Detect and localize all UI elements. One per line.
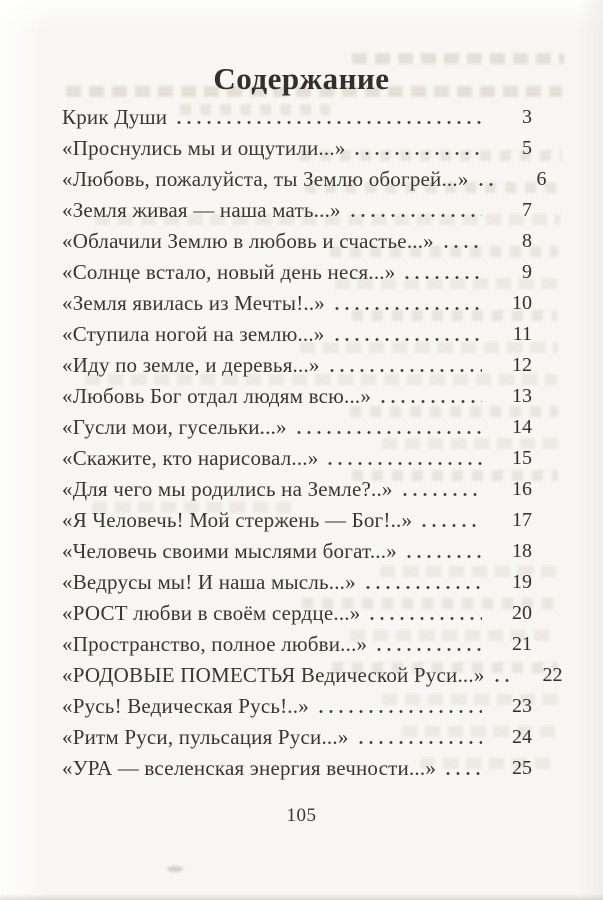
dot-leader: [366, 585, 482, 590]
dot-leader: [330, 368, 482, 373]
toc-row: [62, 443, 532, 474]
toc-row: [62, 536, 532, 567]
dot-leader: [407, 554, 482, 559]
dot-leader: [351, 213, 482, 218]
dot-leader: [479, 182, 497, 187]
toc-row: [62, 598, 532, 629]
toc-entry-title: «Облачили Землю в любовь и счастье...»: [62, 229, 434, 253]
toc-entry-page-number: 3: [522, 106, 532, 128]
toc-entry-page-number: 7: [522, 199, 532, 221]
toc-row: [62, 474, 532, 505]
toc-row: [62, 722, 532, 753]
dot-leader: [297, 430, 482, 435]
paper-smudge: [167, 866, 183, 872]
dot-leader: [355, 151, 482, 156]
toc-row: [62, 350, 532, 381]
toc-row: [62, 257, 532, 288]
toc-row: [62, 319, 532, 350]
toc-entry-page-number: 13: [512, 385, 532, 407]
dot-leader: [381, 399, 482, 404]
dot-leader: [422, 523, 482, 528]
toc-row: [62, 629, 532, 660]
toc-entry-page-number: 16: [512, 478, 532, 500]
dot-leader: [405, 275, 482, 280]
toc-row: [62, 288, 532, 319]
dot-leader: [370, 616, 482, 621]
folio-page-number: 105: [286, 805, 317, 826]
toc-entry-title: «Любовь Бог отдал людям всю...»: [62, 384, 372, 408]
dot-leader: [359, 740, 482, 745]
toc-entry-page-number: 17: [512, 509, 532, 531]
toc-entry-page-number: 5: [522, 137, 532, 159]
toc-entry-title: «Ритм Руси, пульсация Руси...»: [62, 725, 349, 749]
toc-entry-title: «Земля живая — наша мать...»: [62, 198, 341, 222]
toc-entry-page-number: 12: [512, 354, 532, 376]
toc-entry-title: «Любовь, пожалуйста, ты Землю обогрей...»: [62, 167, 469, 191]
dot-leader: [328, 461, 482, 466]
dot-leader: [319, 709, 482, 714]
toc-entry-page-number: 23: [512, 695, 532, 717]
toc-entry-title: «Человечь своими мыслями богат...»: [62, 539, 397, 563]
scan-edge-shade-right: [577, 0, 603, 900]
toc-row: [62, 226, 532, 257]
toc-row: [62, 412, 532, 443]
toc-entry-title: «Ступила ногой на землю...»: [62, 322, 325, 346]
toc-entry-page-number: 24: [512, 726, 532, 748]
toc-entry-title: «УРА — вселенская энергия вечности...»: [62, 756, 437, 780]
toc-row: [62, 505, 532, 536]
toc-row: [62, 164, 547, 195]
toc-entry-page-number: 19: [512, 571, 532, 593]
toc-row: [62, 660, 563, 691]
toc-row: [62, 691, 532, 722]
dot-leader: [377, 647, 482, 652]
dot-leader: [403, 492, 482, 497]
dot-leader: [335, 306, 482, 311]
dot-leader: [446, 771, 482, 776]
toc-entry-title: «Гусли мои, гусельки...»: [62, 415, 287, 439]
dot-leader: [444, 244, 482, 249]
scan-edge-light-left: [0, 0, 48, 900]
toc-entry-title: «Я Человечь! Мой стержень — Бог!..»: [62, 508, 413, 532]
toc-entry-title: «Русь! Ведическая Русь!..»: [62, 694, 309, 718]
toc-entry-title: «Пространство, полное любви...»: [62, 632, 368, 656]
toc-entry-title: «РОДОВЫЕ ПОМЕСТЬЯ Ведической Руси...»: [62, 663, 485, 687]
toc-row: [62, 753, 532, 784]
toc-entry-page-number: 8: [522, 230, 532, 252]
toc-entry-page-number: 9: [522, 261, 532, 283]
toc-entry-title: «Проснулись мы и ощутили...»: [62, 136, 346, 160]
scan-edge-light-top: [0, 0, 603, 30]
dot-leader: [335, 337, 482, 342]
dot-leader: [177, 120, 482, 125]
toc-entry-page-number: 15: [512, 447, 532, 469]
toc-entry-page-number: 11: [512, 323, 532, 345]
toc-entry-title: «Иду по земле, и деревья...»: [62, 353, 320, 377]
toc-entry-page-number: 21: [512, 633, 532, 655]
toc-entry-page-number: 6: [536, 168, 547, 190]
page-title: Содержание: [213, 60, 390, 96]
toc-entry-page-number: 14: [512, 416, 532, 438]
toc-entry-page-number: 10: [512, 292, 532, 314]
dot-leader: [495, 678, 513, 683]
scan-edge-shade-bottom: [0, 894, 603, 900]
toc-entry-title: Крик Души: [62, 105, 168, 129]
table-of-contents: [62, 102, 563, 784]
toc-entry-title: «РОСТ любви в своём сердце...»: [62, 601, 361, 625]
toc-row: [62, 133, 532, 164]
toc-row: [62, 381, 532, 412]
toc-entry-page-number: 18: [512, 540, 532, 562]
toc-entry-title: «Солнце встало, новый день неся...»: [62, 260, 396, 284]
toc-row: [62, 102, 532, 133]
toc-entry-title: «Земля явилась из Мечты!..»: [62, 291, 325, 315]
toc-entry-title: «Для чего мы родились на Земле?..»: [62, 477, 393, 501]
toc-entry-page-number: 20: [512, 602, 532, 624]
toc-row: [62, 567, 532, 598]
toc-entry-title: «Скажите, кто нарисовал...»: [62, 446, 319, 470]
toc-entry-title: «Ведрусы мы! И наша мысль...»: [62, 570, 356, 594]
toc-row: [62, 195, 532, 226]
toc-entry-page-number: 22: [542, 664, 563, 686]
toc-entry-page-number: 25: [512, 757, 532, 779]
